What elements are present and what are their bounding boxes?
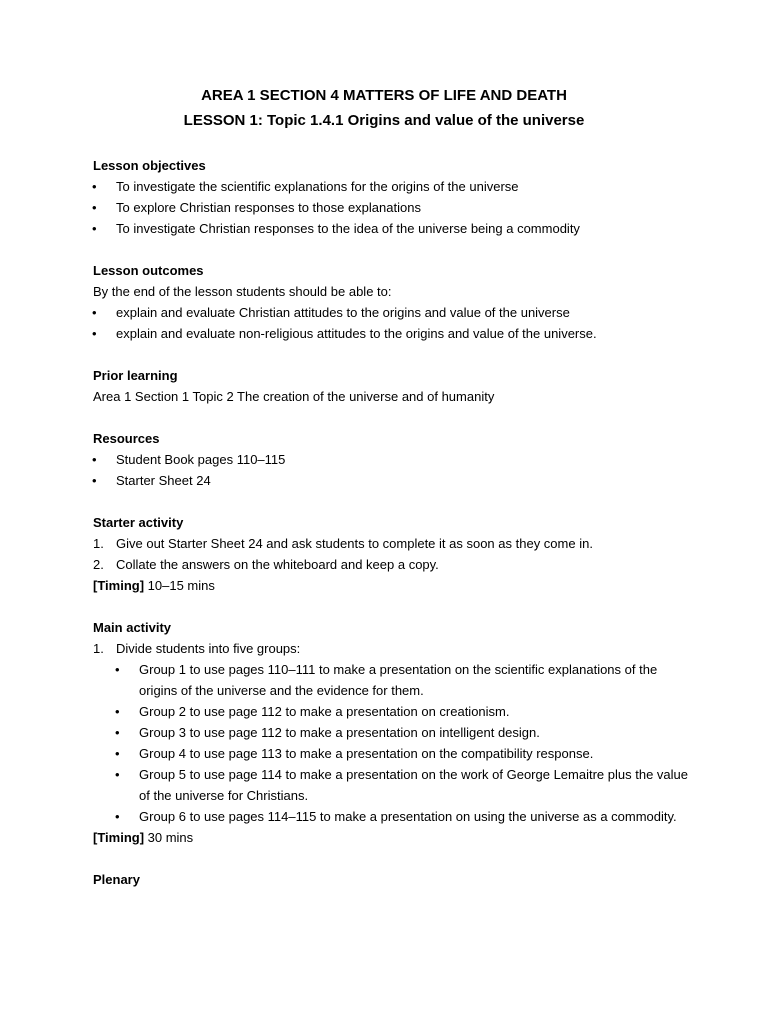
- bullet-icon: •: [92, 326, 97, 341]
- step-text: Divide students into five groups:: [116, 641, 301, 656]
- prior-learning-section: [93, 365, 693, 407]
- list-item-text: To investigate Christian responses to the idea of the universe being a commodity: [116, 221, 580, 236]
- lesson-outcomes-section: [93, 260, 693, 344]
- section-heading: Plenary: [93, 872, 140, 887]
- numbered-step: [93, 638, 693, 659]
- prior-learning-text: Area 1 Section 1 Topic 2 The creation of the universe and of humanity: [93, 389, 495, 404]
- step-number: 2.: [93, 557, 104, 572]
- timing-label: [Timing]: [93, 830, 145, 845]
- bullet-icon: •: [115, 767, 120, 782]
- bullet-icon: •: [115, 809, 120, 824]
- list-item-text: Group 5 to use page 114 to make a presentation on the work of George Lemaitre plus the value of the universe for Christians.: [139, 767, 688, 803]
- timing-line: [93, 575, 693, 596]
- outcomes-intro: By the end of the lesson students should be able to:: [93, 284, 392, 299]
- timing-value: 30 mins: [144, 830, 194, 845]
- list-item-text: To explore Christian responses to those explanations: [116, 200, 421, 215]
- bullet-icon: •: [92, 305, 97, 320]
- lesson-objectives-section: [93, 155, 693, 239]
- list-item: [93, 176, 693, 197]
- numbered-step: [93, 533, 693, 554]
- bullet-icon: •: [115, 704, 120, 719]
- section-heading: Lesson outcomes: [93, 263, 204, 278]
- document-title: AREA 1 SECTION 4 MATTERS OF LIFE AND DEATH: [201, 87, 567, 104]
- list-item-text: Group 1 to use pages 110–111 to make a presentation on the scientific explanations of the origins of the universe and the evidence for them.: [139, 662, 658, 698]
- step-number: 1.: [93, 536, 104, 551]
- list-item: [93, 323, 693, 344]
- bullet-icon: •: [92, 452, 97, 467]
- section-heading: Lesson objectives: [93, 158, 206, 173]
- bullet-icon: •: [92, 200, 97, 215]
- bullet-icon: •: [115, 746, 120, 761]
- list-item-text: explain and evaluate Christian attitudes to the origins and value of the universe: [116, 305, 570, 320]
- section-heading: Prior learning: [93, 368, 178, 383]
- list-item: [93, 470, 693, 491]
- list-item: [116, 743, 693, 764]
- list-item: [93, 218, 693, 239]
- list-item: [116, 722, 693, 743]
- bullet-icon: •: [92, 179, 97, 194]
- list-item: [116, 764, 693, 806]
- starter-activity-section: [93, 512, 693, 596]
- resources-section: [93, 428, 693, 491]
- lesson-title: LESSON 1: Topic 1.4.1 Origins and value of the universe: [183, 112, 585, 129]
- section-heading: Starter activity: [93, 515, 184, 530]
- list-item: [93, 449, 693, 470]
- list-item-text: Group 3 to use page 112 to make a presentation on intelligent design.: [139, 725, 540, 740]
- bullet-icon: •: [92, 473, 97, 488]
- list-item-text: Student Book pages 110–115: [116, 452, 286, 467]
- section-heading: Main activity: [93, 620, 172, 635]
- timing-label: [Timing]: [93, 578, 145, 593]
- bullet-icon: •: [115, 725, 120, 740]
- list-item: [116, 659, 693, 701]
- list-item: [93, 197, 693, 218]
- bullet-icon: •: [115, 662, 120, 677]
- plenary-section: [93, 869, 693, 890]
- bullet-icon: •: [92, 221, 97, 236]
- list-item-text: Group 4 to use page 113 to make a presentation on the compatibility response.: [139, 746, 594, 761]
- step-number: 1.: [93, 641, 104, 656]
- list-item: [116, 806, 693, 827]
- main-activity-section: [93, 617, 693, 848]
- list-item-text: Group 6 to use pages 114–115 to make a presentation on using the universe as a commodity.: [139, 809, 677, 824]
- list-item-text: Group 2 to use page 112 to make a presentation on creationism.: [139, 704, 510, 719]
- timing-line: [93, 827, 693, 848]
- section-heading: Resources: [93, 431, 160, 446]
- step-text: Collate the answers on the whiteboard and keep a copy.: [116, 557, 439, 572]
- step-text: Give out Starter Sheet 24 and ask students to complete it as soon as they come in.: [116, 536, 593, 551]
- list-item: [116, 701, 693, 722]
- list-item-text: To investigate the scientific explanations for the origins of the universe: [116, 179, 519, 194]
- list-item-text: explain and evaluate non-religious attitudes to the origins and value of the universe.: [116, 326, 597, 341]
- group-list: [116, 659, 693, 827]
- timing-value: 10–15 mins: [144, 578, 215, 593]
- list-item-text: Starter Sheet 24: [116, 473, 211, 488]
- numbered-step: [93, 554, 693, 575]
- document-body: [93, 155, 693, 911]
- list-item: [93, 302, 693, 323]
